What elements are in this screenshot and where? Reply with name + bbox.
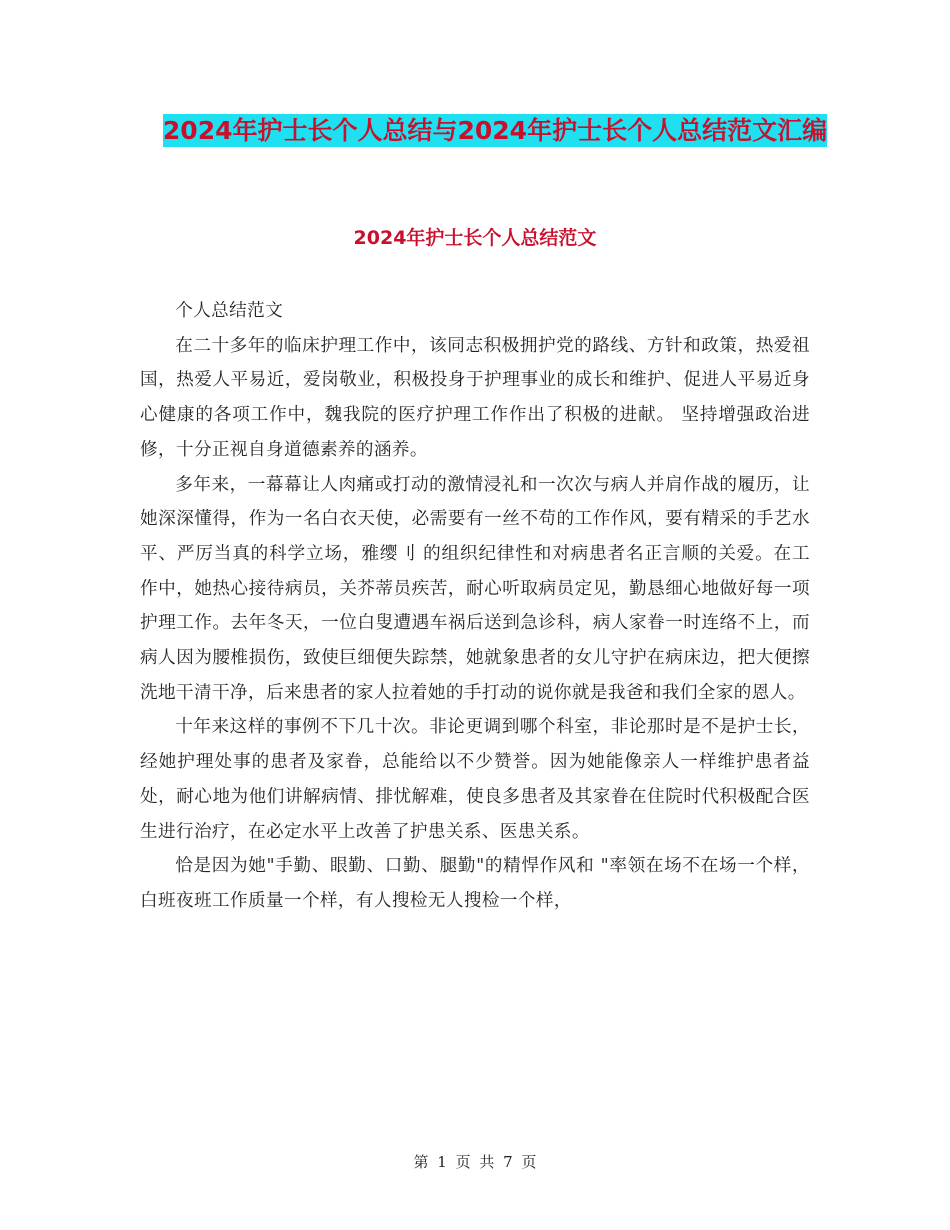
page-footer: 第 1 页 共 7 页 — [413, 1153, 537, 1171]
paragraph: 多年来，一幕幕让人肉痛或打动的激情浸礼和一次次与病人并肩作战的履历，让她深深懂得，作为一名白衣天使，必需要有一丝不苟的工作作风，要有精采的手艺水平、严厉当真的科学立场，雅缨刂 的组织纪律性和对病患者名正言顺的关爱。在工作中，她热心接待病员，关芥蒂员疾苦，耐心听取病员定见，勤恳细心地做好每一项护理工作。去年冬天，一位白叟遭遇车祸后送到急诊科，病人家眷一时连络不上，而病人因为腰椎损伤，致使巨细便失踪禁，她就象患者的女儿守护在病床边，把大便擦洗地干清干净，后来患者的家人拉着她的手打动的说你就是我爸和我们全家的恩人。 — [140, 474, 810, 703]
section-title: 2024年护士长个人总结范文 — [353, 227, 597, 249]
paragraph: 个人总结范文 — [175, 301, 284, 321]
document-title-text: 2024年护士长个人总结与2024年护士长个人总结范文汇编 — [162, 116, 828, 145]
document-body — [140, 294, 810, 919]
paragraph: 在二十多年的临床护理工作中，该同志积极拥护党的路线、方针和政策，热爱祖国，热爱人平易近，爱岗敬业，积极投身于护理事业的成长和维护、促进人平易近身心健康的各项工作中，魏我院的医疗护理工作作出了积极的进献。 坚持增强政治进修，十分正视自身道德素养的涵养。 — [140, 335, 810, 460]
paragraph: 恰是因为她"手勤、眼勤、口勤、腿勤"的精悍作风和 "率领在场不在场一个样，白班夜班工作质量一个样，有人搜检无人搜检一个样， — [140, 856, 810, 911]
paragraph: 十年来这样的事例不下几十次。非论更调到哪个科室，非论那时是不是护士长，经她护理处事的患者及家眷，总能给以不少赞誉。因为她能像亲人一样维护患者益处，耐心地为他们讲解病情、排忧解难，使良多患者及其家眷在住院时代积极配合医生进行治疗，在必定水平上改善了护患关系、医患关系。 — [140, 717, 810, 842]
document-title — [140, 108, 850, 154]
